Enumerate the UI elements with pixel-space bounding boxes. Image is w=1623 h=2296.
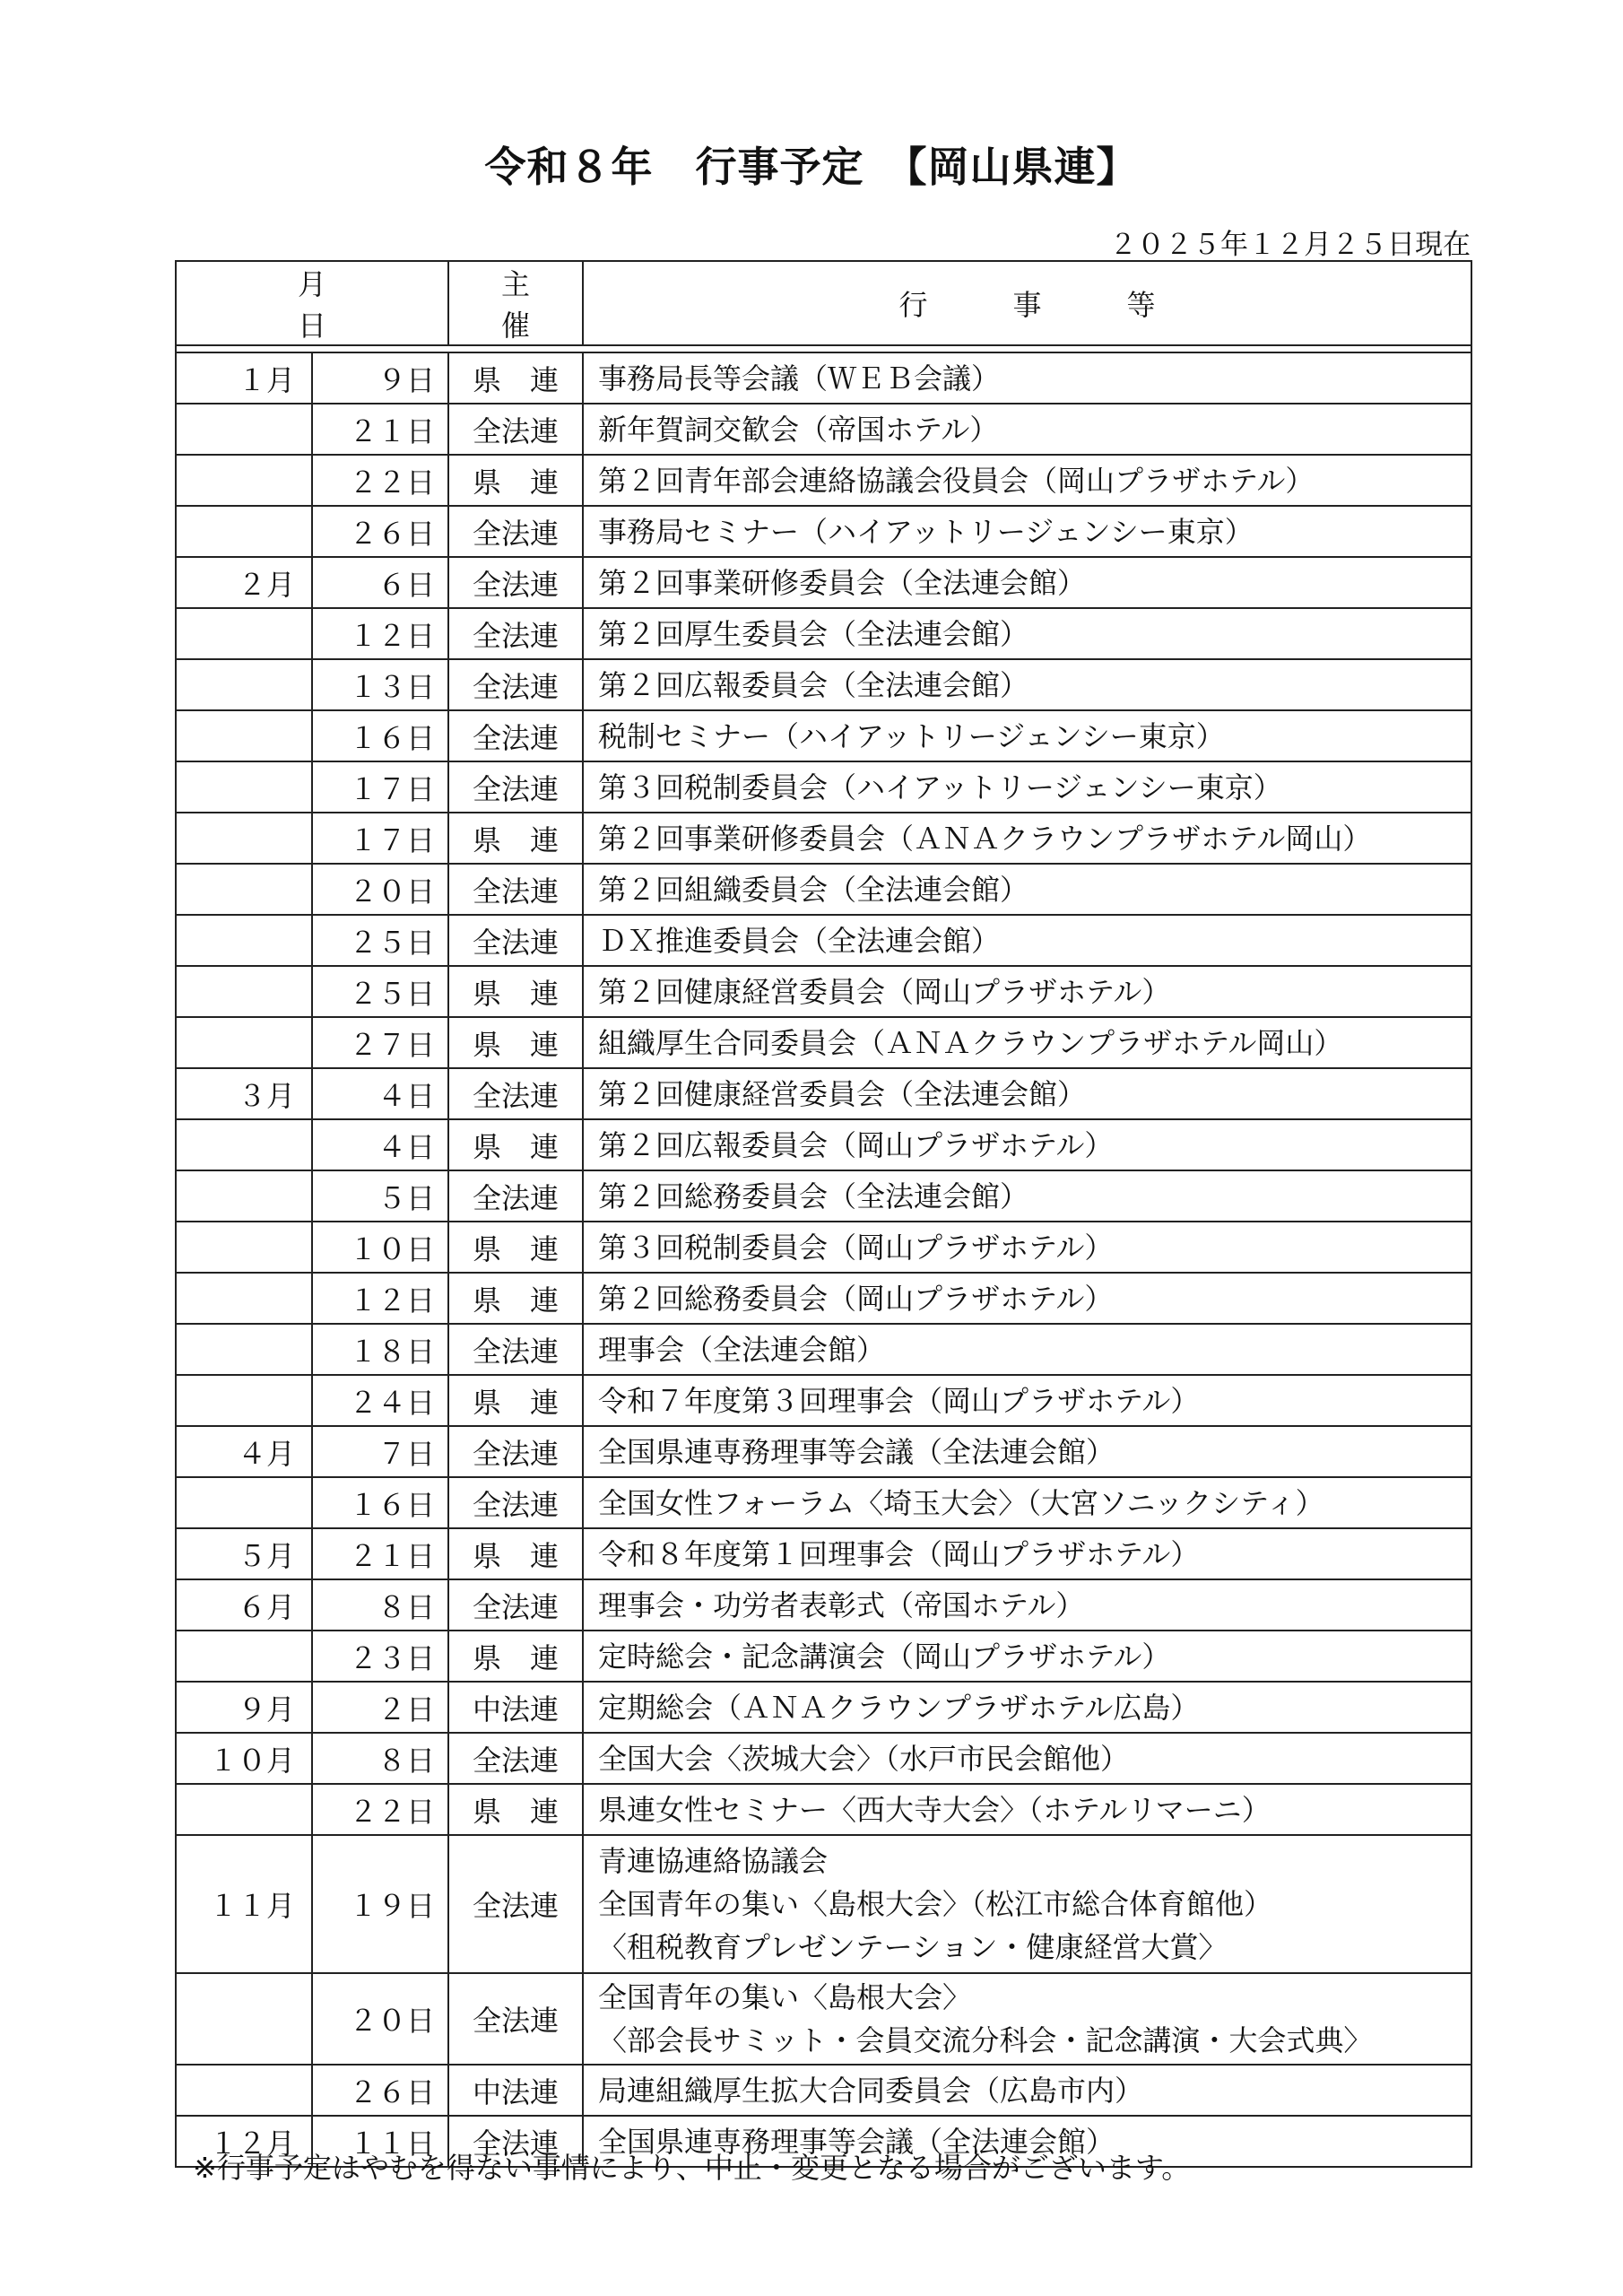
event-line: 新年賀詞交歓会（帝国ホテル） <box>598 412 999 447</box>
cell-host: 県 連 <box>448 455 583 506</box>
cell-host: 県 連 <box>448 1528 583 1579</box>
cell-host: 中法連 <box>448 2065 583 2116</box>
cell-month <box>176 1375 312 1426</box>
event-line: 第２回総務委員会（全法連会館） <box>598 1178 1029 1213</box>
cell-host: 全法連 <box>448 1579 583 1631</box>
cell-day: ４日 <box>312 1119 448 1170</box>
cell-day: ２６日 <box>312 506 448 557</box>
cell-event <box>583 966 1471 1017</box>
cell-day: １８日 <box>312 1324 448 1375</box>
cell-host: 県 連 <box>448 1631 583 1682</box>
cell-event <box>583 455 1471 506</box>
event-line: 全国女性フォーラム〈埼玉大会〉（大宮ソニックシティ） <box>598 1485 1324 1520</box>
table-row <box>176 1682 1471 1733</box>
event-line: 全国大会〈茨城大会〉（水戸市民会館他） <box>598 1741 1130 1776</box>
table-row <box>176 1579 1471 1631</box>
header-month-day: 月 日 <box>176 261 448 345</box>
table-row <box>176 2065 1471 2116</box>
cell-host: 全法連 <box>448 659 583 710</box>
table-row <box>176 1273 1471 1324</box>
table-row <box>176 966 1471 1017</box>
cell-day: ５日 <box>312 1170 448 1222</box>
event-line: 第２回健康経営委員会（全法連会館） <box>598 1076 1087 1111</box>
schedule-rows <box>176 352 1471 2167</box>
cell-day: ２日 <box>312 1682 448 1733</box>
cell-host: 全法連 <box>448 761 583 813</box>
event-line: 第２回広報委員会（全法連会館） <box>598 667 1029 702</box>
cell-day: ４日 <box>312 1068 448 1119</box>
cell-month <box>176 1973 312 2065</box>
event-line: 第２回健康経営委員会（岡山プラザホテル） <box>598 974 1171 1009</box>
cell-month <box>176 1273 312 1324</box>
cell-host: 県 連 <box>448 1784 583 1835</box>
event-line: 第２回組織委員会（全法連会館） <box>598 872 1029 907</box>
footnote: ※行事予定はやむを得ない事情により、中止・変更となる場合がございます。 <box>193 2151 1191 2185</box>
event-line: 令和７年度第３回理事会（岡山プラザホテル） <box>598 1383 1200 1418</box>
cell-day: １２日 <box>312 608 448 659</box>
table-row <box>176 557 1471 608</box>
event-line: 第２回厚生委員会（全法連会館） <box>598 616 1029 651</box>
event-line: 〈租税教育プレゼンテーション・健康経営大賞〉 <box>598 1930 1228 1964</box>
cell-event <box>583 506 1471 557</box>
cell-month <box>176 1324 312 1375</box>
cell-day: ２３日 <box>312 1631 448 1682</box>
table-row <box>176 1375 1471 1426</box>
cell-event <box>583 864 1471 915</box>
cell-month: ３月 <box>176 1068 312 1119</box>
header-host: 主催 <box>448 261 583 345</box>
cell-event <box>583 1375 1471 1426</box>
cell-month <box>176 2065 312 2116</box>
cell-day: ６日 <box>312 557 448 608</box>
cell-day: １９日 <box>312 1835 448 1973</box>
cell-host: 全法連 <box>448 1477 583 1528</box>
event-line: 定期総会（ＡＮＡクラウンプラザホテル広島） <box>598 1690 1200 1725</box>
cell-event <box>583 1835 1471 1973</box>
cell-month: ２月 <box>176 557 312 608</box>
cell-month: １２月 <box>176 2116 312 2167</box>
cell-host: 全法連 <box>448 710 583 761</box>
cell-event <box>583 1170 1471 1222</box>
cell-host: 県 連 <box>448 352 583 404</box>
cell-host: 県 連 <box>448 813 583 864</box>
header-event: 行事等 <box>583 261 1471 345</box>
cell-host: 全法連 <box>448 1068 583 1119</box>
cell-host: 全法連 <box>448 506 583 557</box>
cell-event <box>583 1528 1471 1579</box>
cell-month <box>176 404 312 455</box>
cell-event <box>583 1068 1471 1119</box>
as-of-date: ２０２５年１２月２５日現在 <box>1109 229 1471 261</box>
cell-month: １月 <box>176 352 312 404</box>
event-line: 局連組織厚生拡大合同委員会（広島市内） <box>598 2073 1144 2108</box>
cell-day: ２４日 <box>312 1375 448 1426</box>
cell-month <box>176 1631 312 1682</box>
event-line: 令和８年度第１回理事会（岡山プラザホテル） <box>598 1536 1200 1571</box>
cell-day: ２１日 <box>312 404 448 455</box>
event-line: 第２回総務委員会（岡山プラザホテル） <box>598 1281 1114 1316</box>
cell-day: ８日 <box>312 1579 448 1631</box>
cell-month <box>176 1477 312 1528</box>
event-line: 全国県連専務理事等会議（全法連会館） <box>598 2124 1115 2159</box>
cell-event <box>583 915 1471 966</box>
cell-event <box>583 1682 1471 1733</box>
cell-host: 全法連 <box>448 1426 583 1477</box>
cell-event <box>583 404 1471 455</box>
cell-month <box>176 659 312 710</box>
table-row <box>176 761 1471 813</box>
cell-month <box>176 1119 312 1170</box>
table-row <box>176 1477 1471 1528</box>
table-row <box>176 1170 1471 1222</box>
cell-day: ２０日 <box>312 1973 448 2065</box>
cell-month: ５月 <box>176 1528 312 1579</box>
document-title: 令和８年 行事予定 【岡山県連】 <box>484 143 1139 191</box>
table-row <box>176 608 1471 659</box>
cell-host: 全法連 <box>448 404 583 455</box>
cell-host: 全法連 <box>448 915 583 966</box>
cell-event <box>583 1324 1471 1375</box>
table-row <box>176 1973 1471 2065</box>
cell-day: １７日 <box>312 813 448 864</box>
cell-month <box>176 1170 312 1222</box>
cell-day: ７日 <box>312 1426 448 1477</box>
cell-event <box>583 608 1471 659</box>
cell-day: ２１日 <box>312 1528 448 1579</box>
cell-host: 全法連 <box>448 864 583 915</box>
event-line: 第２回事業研修委員会（全法連会館） <box>598 565 1087 600</box>
event-line: 第３回税制委員会（ハイアットリージェンシー東京） <box>598 770 1282 804</box>
table-row <box>176 1528 1471 1579</box>
event-line: ＤＸ推進委員会（全法連会館） <box>598 923 1001 958</box>
cell-month: ４月 <box>176 1426 312 1477</box>
event-line: 第２回広報委員会（岡山プラザホテル） <box>598 1127 1114 1162</box>
table-row <box>176 710 1471 761</box>
cell-day: １６日 <box>312 710 448 761</box>
cell-month <box>176 608 312 659</box>
cell-day: １３日 <box>312 659 448 710</box>
cell-month: ６月 <box>176 1579 312 1631</box>
cell-host: 全法連 <box>448 1973 583 2065</box>
cell-month: ９月 <box>176 1682 312 1733</box>
cell-event <box>583 710 1471 761</box>
cell-host: 県 連 <box>448 966 583 1017</box>
event-line: 組織厚生合同委員会（ＡＮＡクラウンプラザホテル岡山） <box>598 1025 1343 1060</box>
cell-event <box>583 1119 1471 1170</box>
cell-host: 全法連 <box>448 2116 583 2167</box>
cell-event <box>583 1579 1471 1631</box>
cell-event <box>583 1973 1471 2065</box>
cell-day: ２０日 <box>312 864 448 915</box>
cell-month <box>176 1784 312 1835</box>
cell-month <box>176 455 312 506</box>
cell-month <box>176 1017 312 1068</box>
cell-event <box>583 557 1471 608</box>
cell-day: ９日 <box>312 352 448 404</box>
cell-event <box>583 1426 1471 1477</box>
table-row <box>176 813 1471 864</box>
cell-event <box>583 1733 1471 1784</box>
cell-event <box>583 1631 1471 1682</box>
header-gap <box>176 345 1471 352</box>
cell-host: 県 連 <box>448 1375 583 1426</box>
table-row <box>176 1835 1471 1973</box>
event-line: 全国県連専務理事等会議（全法連会館） <box>598 1434 1115 1469</box>
cell-day: １２日 <box>312 1273 448 1324</box>
cell-month <box>176 710 312 761</box>
cell-day: ２７日 <box>312 1017 448 1068</box>
table-row <box>176 352 1471 404</box>
cell-month: １０月 <box>176 1733 312 1784</box>
table-row <box>176 1324 1471 1375</box>
cell-event <box>583 659 1471 710</box>
cell-month <box>176 915 312 966</box>
cell-host: 全法連 <box>448 557 583 608</box>
event-line: 理事会（全法連会館） <box>598 1332 886 1367</box>
event-line: 第２回事業研修委員会（ＡＮＡクラウンプラザホテル岡山） <box>598 821 1372 856</box>
cell-host: 県 連 <box>448 1273 583 1324</box>
cell-month: １１月 <box>176 1835 312 1973</box>
table-row <box>176 1733 1471 1784</box>
event-line: 県連女性セミナー〈西大寺大会〉（ホテルリマーニ） <box>598 1792 1271 1827</box>
event-line: 全国青年の集い〈島根大会〉（松江市総合体育館他） <box>598 1887 1273 1921</box>
table-row <box>176 915 1471 966</box>
event-line: 理事会・功労者表彰式（帝国ホテル） <box>598 1587 1085 1622</box>
event-line: 事務局セミナー（ハイアットリージェンシー東京） <box>598 514 1254 549</box>
table-row <box>176 1119 1471 1170</box>
table-row <box>176 1068 1471 1119</box>
cell-day: ２５日 <box>312 966 448 1017</box>
cell-event <box>583 813 1471 864</box>
table-row <box>176 1631 1471 1682</box>
cell-month <box>176 864 312 915</box>
cell-host: 県 連 <box>448 1119 583 1170</box>
table-header-row <box>176 261 1471 345</box>
cell-day: ８日 <box>312 1733 448 1784</box>
cell-host: 全法連 <box>448 1733 583 1784</box>
cell-event <box>583 1477 1471 1528</box>
event-line: 税制セミナー（ハイアットリージェンシー東京） <box>598 718 1225 753</box>
table-row <box>176 1784 1471 1835</box>
cell-day: １７日 <box>312 761 448 813</box>
table-row <box>176 1017 1471 1068</box>
cell-event <box>583 1273 1471 1324</box>
cell-day: １６日 <box>312 1477 448 1528</box>
cell-event <box>583 1784 1471 1835</box>
event-line: 事務局長等会議（ＷＥＢ会議） <box>598 361 1001 396</box>
cell-event <box>583 761 1471 813</box>
cell-day: １０日 <box>312 1222 448 1273</box>
event-line: 〈部会長サミット・会員交流分科会・記念講演・大会式典〉 <box>598 2023 1373 2057</box>
table-row <box>176 404 1471 455</box>
cell-host: 全法連 <box>448 1835 583 1973</box>
schedule-table <box>175 260 1472 2168</box>
event-line: 第３回税制委員会（岡山プラザホテル） <box>598 1230 1114 1265</box>
cell-host: 全法連 <box>448 608 583 659</box>
schedule-table-wrapper <box>175 260 1471 2168</box>
cell-event <box>583 1017 1471 1068</box>
cell-host: 県 連 <box>448 1222 583 1273</box>
cell-month <box>176 966 312 1017</box>
cell-month <box>176 1222 312 1273</box>
table-row <box>176 1426 1471 1477</box>
cell-day: １１日 <box>312 2116 448 2167</box>
cell-day: ２２日 <box>312 1784 448 1835</box>
event-line: 全国青年の集い〈島根大会〉 <box>598 1980 972 2014</box>
table-row <box>176 455 1471 506</box>
event-line: 青連協連絡協議会 <box>598 1844 829 1878</box>
table-row <box>176 659 1471 710</box>
cell-month <box>176 761 312 813</box>
cell-event <box>583 1222 1471 1273</box>
table-row <box>176 506 1471 557</box>
cell-month <box>176 506 312 557</box>
cell-day: ２６日 <box>312 2065 448 2116</box>
table-row <box>176 1222 1471 1273</box>
event-line: 定時総会・記念講演会（岡山プラザホテル） <box>598 1639 1171 1674</box>
cell-host: 県 連 <box>448 1017 583 1068</box>
cell-event <box>583 352 1471 404</box>
cell-day: ２５日 <box>312 915 448 966</box>
event-line: 第２回青年部会連絡協議会役員会（岡山プラザホテル） <box>598 463 1315 498</box>
cell-month <box>176 813 312 864</box>
cell-host: 中法連 <box>448 1682 583 1733</box>
cell-event <box>583 2065 1471 2116</box>
cell-day: ２２日 <box>312 455 448 506</box>
cell-host: 全法連 <box>448 1170 583 1222</box>
table-row <box>176 864 1471 915</box>
cell-host: 全法連 <box>448 1324 583 1375</box>
